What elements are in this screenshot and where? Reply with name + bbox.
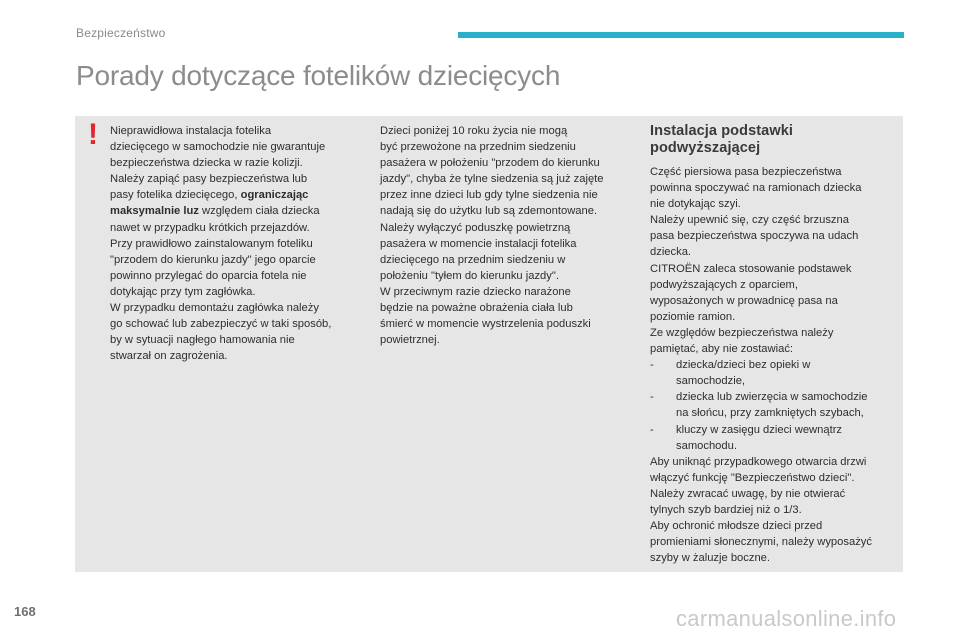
reminder-list — [650, 357, 900, 454]
booster-seat-section — [650, 123, 900, 566]
text-line: by w sytuacji nagłego hamowania nie — [110, 334, 295, 347]
page-number: 168 — [14, 604, 36, 619]
text-line: powinna spoczywać na ramionach dziecka — [650, 182, 862, 195]
section-heading — [650, 123, 900, 157]
text-line: być przewożone na przednim siedzeniu — [380, 141, 576, 154]
text-line: kluczy w zasięgu dzieci wewnątrz — [676, 423, 843, 436]
text-line: dziecka lub zwierzęcia w samochodzie — [676, 391, 868, 404]
text-line: dziecięcego w samochodzie nie gwarantuje — [110, 141, 326, 154]
heading-line: podwyższającej — [650, 140, 761, 156]
text-line: Przy prawidłowo zainstalowanym foteliku — [110, 237, 313, 250]
list-dash: - — [650, 423, 654, 436]
text-line: śmierć w momencie wystrzelenia poduszki — [380, 318, 591, 331]
text-line: promieniami słonecznymi, należy wyposażyć — [650, 536, 872, 549]
header-accent-rule — [458, 32, 904, 38]
text-line: bezpieczeństwa dziecka w razie kolizji. — [110, 157, 303, 170]
airbag-text — [380, 123, 632, 348]
text-line: pamiętać, aby nie zostawiać: — [650, 343, 794, 356]
list-dash: - — [650, 359, 654, 372]
text-line: Należy wyłączyć poduszkę powietrzną — [380, 221, 571, 234]
page-title: Porady dotyczące fotelików dziecięcych — [76, 60, 561, 91]
text-line: dziecięcego na przednim siedzeniu w — [380, 253, 566, 266]
text-line: podwyższających z oparciem, — [650, 278, 798, 291]
text-line: dotykając przy tym zagłówka. — [110, 285, 256, 298]
text-line: Należy upewnić się, czy część brzuszna — [650, 214, 849, 227]
text-line: szyby w żaluzje boczne. — [650, 552, 771, 565]
text-line: Należy zapiąć pasy bezpieczeństwa lub — [110, 173, 308, 186]
text-line: pasy fotelika dziecięcego, — [110, 189, 238, 202]
section-label: Bezpieczeństwo — [76, 26, 166, 40]
list-item — [650, 357, 900, 389]
heading-line: Instalacja podstawki — [650, 123, 794, 139]
text-line: tylnych szyb bardziej niż o 1/3. — [650, 503, 802, 516]
text-line: pasa bezpieczeństwa spoczywa na udach — [650, 230, 859, 243]
text-line: względem ciała dziecka — [198, 205, 320, 218]
text-line: poziomie ramion. — [650, 310, 736, 323]
text-line: będzie na poważne obrażenia ciała lub — [380, 302, 573, 315]
text-line: wyposażonych w prowadnicę pasa na — [650, 294, 838, 307]
list-dash: - — [650, 391, 654, 404]
text-line: Aby ochronić młodsze dzieci przed — [650, 520, 823, 533]
text-line: W przypadku demontażu zagłówka należy — [110, 302, 319, 315]
bold-phrase: ograniczając — [240, 189, 309, 202]
text-line: Nieprawidłowa instalacja fotelika — [110, 125, 272, 137]
text-line: Należy zwracać uwagę, by nie otwierać — [650, 487, 846, 500]
text-line: samochodzie, — [676, 375, 746, 388]
text-line: przez inne dzieci lub gdy tylne siedzenia nie — [380, 189, 598, 202]
text-line: położeniu "tyłem do kierunku jazdy". — [380, 269, 559, 282]
text-line: włączyć funkcję "Bezpieczeństwo dzieci". — [650, 471, 855, 484]
warning-text — [110, 123, 360, 364]
exclamation-icon: ! — [88, 118, 98, 151]
bold-phrase: maksymalnie luz — [110, 205, 199, 218]
text-line: pasażera w momencie instalacji fotelika — [380, 237, 577, 250]
text-line: na słońcu, przy zamkniętych szybach, — [676, 407, 864, 420]
text-line: CITROËN zaleca stosowanie podstawek — [650, 262, 852, 275]
text-line: "przodem do kierunku jazdy" jego oparcie — [110, 253, 316, 266]
list-item — [650, 389, 900, 421]
text-line: nawet w przypadku krótkich przejazdów. — [110, 221, 310, 234]
text-line: Aby uniknąć przypadkowego otwarcia drzwi — [650, 455, 867, 468]
text-line: Część piersiowa pasa bezpieczeństwa — [650, 166, 842, 178]
text-line: dziecka/dzieci bez opieki w — [676, 359, 811, 372]
text-line: W przeciwnym razie dziecko narażone — [380, 285, 571, 298]
text-line: go schować lub zabezpieczyć w taki sposób, — [110, 318, 332, 331]
text-line: Dzieci poniżej 10 roku życia nie mogą — [380, 125, 568, 137]
text-line: Ze względów bezpieczeństwa należy — [650, 326, 834, 339]
text-line: pasażera w położeniu "przodem do kierunku — [380, 157, 600, 170]
text-line: nie dotykając szyi. — [650, 198, 741, 211]
text-line: powinno przylegać do oparcia fotela nie — [110, 269, 307, 282]
text-line: stwarzał on zagrożenia. — [110, 350, 228, 363]
text-line: dziecka. — [650, 246, 692, 259]
text-line: samochodu. — [676, 439, 737, 452]
list-item — [650, 422, 900, 454]
text-line: jazdy", chyba że tylne siedzenia są już zajęte — [380, 173, 604, 186]
text-line: nadają się do użytku lub są zdemontowane. — [380, 205, 598, 218]
text-line: powietrznej. — [380, 334, 440, 347]
watermark: carmanualsonline.info — [676, 606, 897, 631]
